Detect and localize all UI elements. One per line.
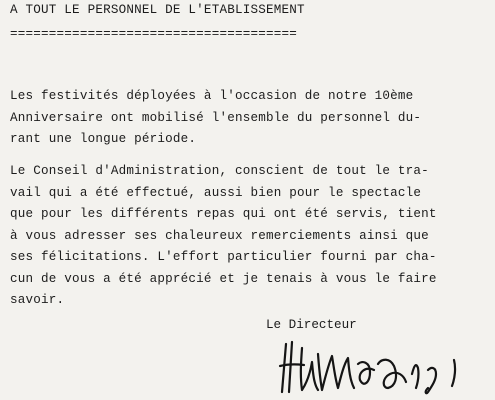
- paragraph-line: à vous adresser ses chaleureux remerciements ainsi que: [10, 228, 429, 243]
- paragraph-line: Les festivités déployées à l'occasion de notre 10ème: [10, 89, 414, 103]
- paragraph-1: [10, 86, 490, 151]
- paragraph-2: [10, 161, 490, 312]
- paragraph-line: rant une longue période.: [10, 132, 197, 146]
- paragraph-line: Le Conseil d'Administration, conscient de tout le tra-: [10, 164, 429, 178]
- signoff-title: Le Directeur: [266, 318, 357, 332]
- paragraph-line: savoir.: [10, 293, 65, 307]
- paragraph-line: que pour les différents repas qui ont été servis, tient: [10, 207, 437, 221]
- heading-underline: =====================================: [10, 27, 298, 41]
- handwritten-signature: [278, 334, 468, 396]
- paragraph-line: Anniversaire ont mobilisé l'ensemble du personnel du-: [10, 110, 422, 125]
- paragraph-line: vail qui a été effectué, aussi bien pour le spectacle: [10, 185, 422, 200]
- paragraph-line: ses félicitations. L'effort particulier fourni par cha-: [10, 250, 437, 264]
- letter-heading: A TOUT LE PERSONNEL DE L'ETABLISSEMENT: [10, 3, 305, 17]
- paragraph-line: cun de vous a été apprécié et je tenais à vous le faire: [10, 271, 437, 286]
